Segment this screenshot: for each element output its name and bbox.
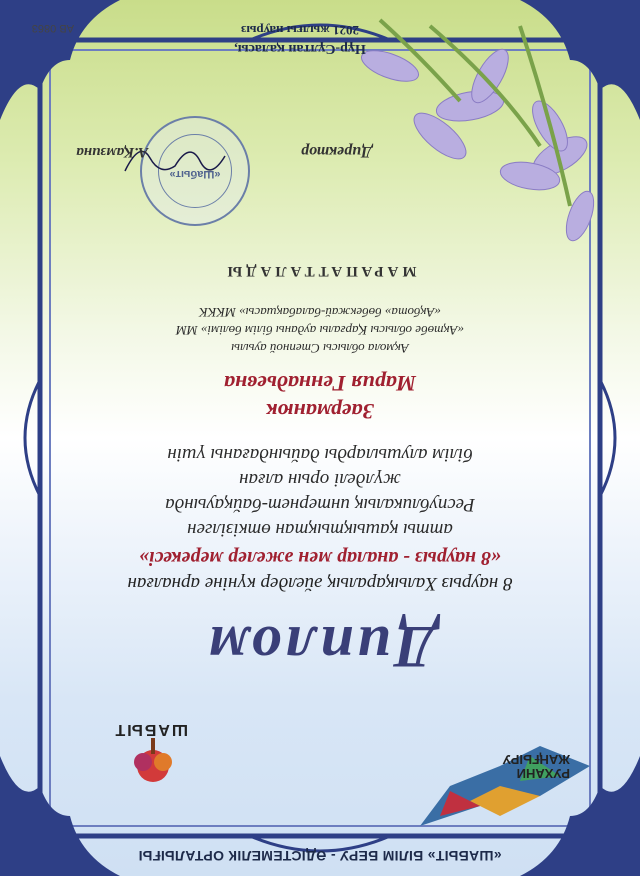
school-line-3: «Ақбота» бөбекжай-балабақшасы» МККК bbox=[199, 305, 441, 320]
body-line-1: 8 наурыз Халықаралық әйелдер күніне арналған bbox=[127, 573, 513, 594]
body-line-5: жүлделі орын алған bbox=[239, 469, 401, 490]
school-line-1: Ақмола облысы Степной ауылы bbox=[231, 341, 409, 356]
ruhani-logo-line2: ЖАҢҒЫРУ bbox=[502, 752, 570, 767]
contest-name: «8 наурыз - аналар мен әжелер мерекесі» bbox=[138, 547, 502, 569]
serial-number: АВ 0863 bbox=[31, 22, 74, 34]
stamp-label: «Шабыт» bbox=[169, 168, 221, 180]
certificate-title: Диплом bbox=[204, 614, 436, 680]
school-line-2: «Ақтөбе облысы Қарғалы ауданы білім бөлімі» ММ bbox=[176, 323, 464, 338]
body-line-6: білім алушыларды дайындағаны үшін bbox=[167, 444, 473, 465]
ruhani-logo-line1: РУХАНИ bbox=[516, 766, 570, 781]
organization-name: «ШАБЫТ» БІЛІМ БЕРУ - ӘДІСТЕМЕЛІК ОРТАЛЫҒЫ bbox=[138, 848, 502, 864]
director-name: А.Қамзина bbox=[76, 144, 148, 160]
issue-city: Нұр-Сұлтан қаласы, bbox=[234, 41, 366, 56]
ruhani-zhangyru-bird-logo bbox=[400, 736, 600, 836]
award-category: МАРАПАТТАЛАДЫ bbox=[223, 263, 417, 279]
recipient-surname: Заерманюк bbox=[266, 399, 374, 424]
body-line-3: атты қашықтықтан өткізілген bbox=[187, 519, 453, 540]
shabyt-logo-text: ШАБЫТ bbox=[113, 721, 188, 738]
recipient-name: Мария Геннадьевна bbox=[224, 371, 416, 396]
body-line-4: Республикалық интернет-байқауында bbox=[165, 494, 475, 515]
shabyt-tree-logo bbox=[128, 736, 178, 784]
issue-date: 2021 жылғы наурыз bbox=[241, 23, 359, 38]
director-label: Директор bbox=[300, 143, 372, 160]
